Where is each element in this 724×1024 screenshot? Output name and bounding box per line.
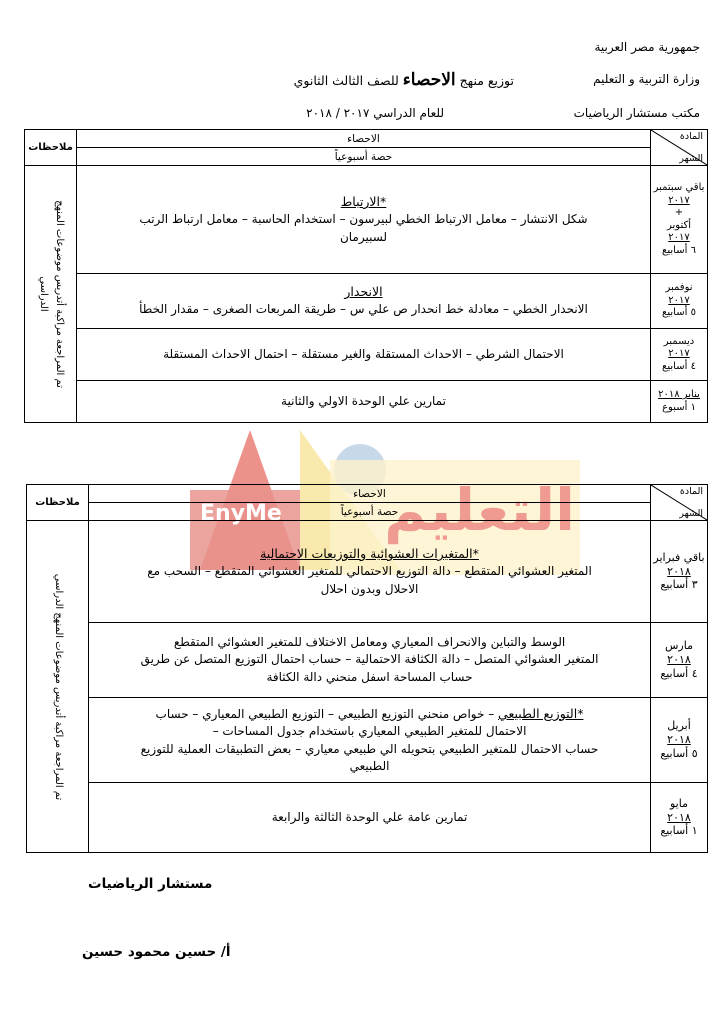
month-cell: مارس ٢٠١٨ ٤ أسابيع <box>651 623 708 698</box>
periods-per-week: حصة أسبوعياً <box>89 503 651 521</box>
month-cell: ديسمبر ٢٠١٧ ٤ أسابيع <box>651 329 708 381</box>
month-cell: يناير ٢٠١٨ ١ أسبوع <box>651 381 708 423</box>
academic-year: للعام الدراسي ٢٠١٧ / ٢٠١٨ <box>306 106 444 120</box>
ministry-name: وزارة التربية و التعليم <box>593 72 700 86</box>
plan-table-term-1 <box>24 129 708 423</box>
country-name: جمهورية مصر العربية <box>594 40 700 54</box>
periods-per-week: حصة أسبوعياً <box>77 148 651 166</box>
subject-name: الاحصاء <box>89 485 651 503</box>
content-cell: *المتغيرات العشوائية والتوزيعات الاحتمالية المتغير العشوائي المتقطع – دالة التوزيع الاحتمالي للمتغير العشوائي المتقطع – السحب مع الاحلال وبدون احلال <box>89 521 651 623</box>
signature-name: أ/ حسين محمود حسين <box>82 944 231 960</box>
unit-title: *المتغيرات العشوائية والتوزيعات الاحتمالية <box>260 546 479 562</box>
svg-text:التعليم: التعليم <box>384 476 575 544</box>
month-cell: أبريل ٢٠١٨ ٥ أسابيع <box>651 698 708 783</box>
month-column-header: المادة الشهر <box>651 130 708 166</box>
notes-header: ملاحظات <box>27 485 89 521</box>
signature-role: مستشار الرياضيات <box>88 876 213 892</box>
content-cell: *الارتباط شكل الانتشار – معامل الارتباط الخطي لبيرسون – استخدام الحاسبة – معامل ارتباط الرتب لسبيرمان <box>77 166 651 274</box>
month-cell: نوفمبر ٢٠١٧ ٥ أسابيع <box>651 274 708 329</box>
title-subject: الاحصاء <box>402 70 456 90</box>
unit-title: الانحدار <box>344 284 383 300</box>
plan-table-term-2 <box>26 484 708 853</box>
month-cell: مايو ٢٠١٨ ١ أسابيع <box>651 783 708 853</box>
svg-text:EnyMe: EnyMe <box>200 501 282 526</box>
content-cell: *التوزيع الطبيعي – خواص منحني التوزيع الطبيعي – التوزيع الطبيعي المعياري – حساب الاحتمال للمتغير الطبيعي المعياري باستخدام جدول المساحات – حساب الاحتمال للمتغير الطبيعي بتحويله الي طبيعي معياري – بعض التطبيقات العملية للتوزيع الطبيعي <box>89 698 651 783</box>
office-name: مكتب مستشار الرياضيات <box>573 106 700 120</box>
content-cell: الاحتمال الشرطي – الاحداث المستقلة والغير مستقلة – احتمال الاحداث المستقلة <box>77 329 651 381</box>
unit-title: *الارتباط <box>340 194 387 210</box>
content-cell: تمارين عامة علي الوحدة الثالثة والرابعة <box>89 783 651 853</box>
notes-header: ملاحظات <box>25 130 77 166</box>
month-cell: باقي سبتمبر ٢٠١٧ + أكتوبر ٢٠١٧ ٦ أسابيع <box>651 166 708 274</box>
subject-name: الاحصاء <box>77 130 651 148</box>
content-cell: تمارين علي الوحدة الاولي والثانية <box>77 381 651 423</box>
content-cell: الانحدار الانحدار الخطي – معادلة خط انحدار ص علي س – طريقة المربعات الصغرى – مقدار الخطأ <box>77 274 651 329</box>
document-title: توزيع منهج الاحصاء للصف الثالث الثانوي <box>293 70 514 90</box>
month-column-header: المادة الشهر <box>651 485 708 521</box>
notes-cell: تم المراجعة مراكبة أتدريس موضوعات المنهج الدراسي <box>27 521 89 853</box>
unit-title: *التوزيع الطبيعي <box>498 705 584 721</box>
notes-cell: تم المراجعة مراكبة أتدريس موضوعات المنهج الدراسي <box>25 166 77 423</box>
content-cell: الوسط والتباين والانحراف المعياري ومعامل الاختلاف للمتغير العشوائي المتقطع المتغير العشوائي المتصل – دالة الكثافة الاحتمالية – حساب احتمال التوزيع المتصل عن طريق حساب المساحة اسفل منحني دالة الكثافة <box>89 623 651 698</box>
month-cell: باقي فبراير ٢٠١٨ ٣ أسابيع <box>651 521 708 623</box>
